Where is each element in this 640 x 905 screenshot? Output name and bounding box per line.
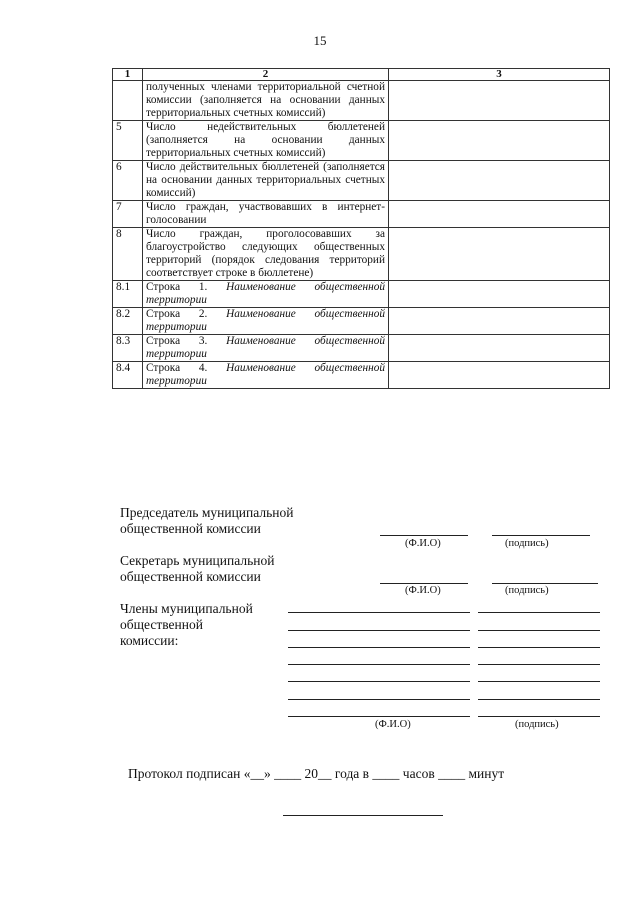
row-value-cell[interactable] bbox=[389, 81, 610, 121]
table-header-row bbox=[113, 69, 610, 81]
row-value-cell[interactable] bbox=[389, 161, 610, 201]
territory-name-placeholder: Наименование общественной территории bbox=[146, 281, 386, 306]
member-name-line bbox=[288, 716, 470, 717]
chairman-fio-caption: (Ф.И.О) bbox=[405, 538, 441, 549]
chairman-name-line bbox=[380, 535, 468, 536]
territory-name-placeholder: Наименование общественной территории bbox=[146, 362, 386, 387]
column-header-3: 3 bbox=[389, 69, 610, 81]
member-signature-line bbox=[478, 699, 600, 700]
member-signature-line bbox=[478, 612, 600, 613]
row-text: Строка 1. bbox=[146, 281, 227, 293]
row-number bbox=[113, 81, 143, 121]
member-name-line bbox=[288, 699, 470, 700]
row-description bbox=[143, 228, 389, 281]
row-value-cell[interactable] bbox=[389, 228, 610, 281]
row-description bbox=[143, 335, 389, 362]
row-number: 5 bbox=[113, 121, 143, 161]
row-description bbox=[143, 362, 389, 389]
secretary-label: Секретарь муниципальной общественной комиссии bbox=[120, 553, 275, 584]
member-name-line bbox=[288, 647, 470, 648]
row-value-cell[interactable] bbox=[389, 362, 610, 389]
chairman-signature-line bbox=[492, 535, 590, 536]
secretary-sign-caption: (подпись) bbox=[505, 585, 549, 596]
chairman-label: Председатель муниципальной общественной комиссии bbox=[120, 505, 294, 536]
row-number: 7 bbox=[113, 201, 143, 228]
row-number: 8.3 bbox=[113, 335, 143, 362]
row-text: полученных членами территориальной счетной комиссии (заполняется на основании данных территориальных счетных комиссий) bbox=[146, 81, 385, 119]
table-row bbox=[113, 201, 610, 228]
member-name-line bbox=[288, 630, 470, 631]
chairman-sign-caption: (подпись) bbox=[505, 538, 549, 549]
table-body bbox=[113, 81, 610, 389]
footer-signature-line bbox=[283, 815, 443, 816]
member-signature-line bbox=[478, 647, 600, 648]
column-header-2: 2 bbox=[143, 69, 389, 81]
row-number: 8.4 bbox=[113, 362, 143, 389]
row-value-cell[interactable] bbox=[389, 201, 610, 228]
member-signature-line bbox=[478, 681, 600, 682]
row-number: 8.2 bbox=[113, 308, 143, 335]
member-signature-line bbox=[478, 630, 600, 631]
territory-name-placeholder: Наименование общественной территории bbox=[146, 335, 386, 360]
row-value-cell[interactable] bbox=[389, 308, 610, 335]
row-description bbox=[143, 161, 389, 201]
secretary-signature-line bbox=[492, 583, 598, 584]
secretary-name-line bbox=[380, 583, 468, 584]
members-fio-caption: (Ф.И.О) bbox=[375, 719, 411, 730]
table-row bbox=[113, 228, 610, 281]
row-description bbox=[143, 308, 389, 335]
secretary-fio-caption: (Ф.И.О) bbox=[405, 585, 441, 596]
row-text: Число недействительных бюллетеней (заполняется на основании данных территориальных счетных комиссий) bbox=[146, 121, 385, 159]
row-text: Строка 3. bbox=[146, 335, 227, 347]
row-description bbox=[143, 281, 389, 308]
row-text: Строка 2. bbox=[146, 308, 227, 320]
member-signature-line bbox=[478, 716, 600, 717]
row-number: 6 bbox=[113, 161, 143, 201]
member-signature-line bbox=[478, 664, 600, 665]
table-row bbox=[113, 308, 610, 335]
table-row bbox=[113, 281, 610, 308]
members-label: Члены муниципальной общественной комиссии: bbox=[120, 601, 253, 648]
table-row bbox=[113, 121, 610, 161]
row-description bbox=[143, 201, 389, 228]
row-description bbox=[143, 81, 389, 121]
table-row bbox=[113, 362, 610, 389]
territory-name-placeholder: Наименование общественной территории bbox=[146, 308, 386, 333]
member-name-line bbox=[288, 664, 470, 665]
table-row bbox=[113, 161, 610, 201]
row-value-cell[interactable] bbox=[389, 335, 610, 362]
row-text: Строка 4. bbox=[146, 362, 227, 374]
protocol-table bbox=[112, 68, 610, 389]
protocol-signed-text: Протокол подписан «__» ____ 20__ года в ____ часов ____ минут bbox=[128, 766, 505, 781]
column-header-1: 1 bbox=[113, 69, 143, 81]
table-row bbox=[113, 81, 610, 121]
row-description bbox=[143, 121, 389, 161]
row-value-cell[interactable] bbox=[389, 121, 610, 161]
row-text: Число граждан, проголосовавших за благоустройство следующих общественных территорий (порядок следования территорий соответствует строке в бюллетене) bbox=[146, 228, 385, 279]
row-number: 8.1 bbox=[113, 281, 143, 308]
row-number: 8 bbox=[113, 228, 143, 281]
row-value-cell[interactable] bbox=[389, 281, 610, 308]
row-text: Число действительных бюллетеней (заполняется на основании данных территориальных счетных комиссий) bbox=[146, 161, 385, 199]
member-name-line bbox=[288, 681, 470, 682]
table-row bbox=[113, 335, 610, 362]
row-text: Число граждан, участвовавших в интернет-голосовании bbox=[146, 201, 385, 226]
members-sign-caption: (подпись) bbox=[515, 719, 559, 730]
page-number: 15 bbox=[313, 33, 327, 48]
member-name-line bbox=[288, 612, 470, 613]
